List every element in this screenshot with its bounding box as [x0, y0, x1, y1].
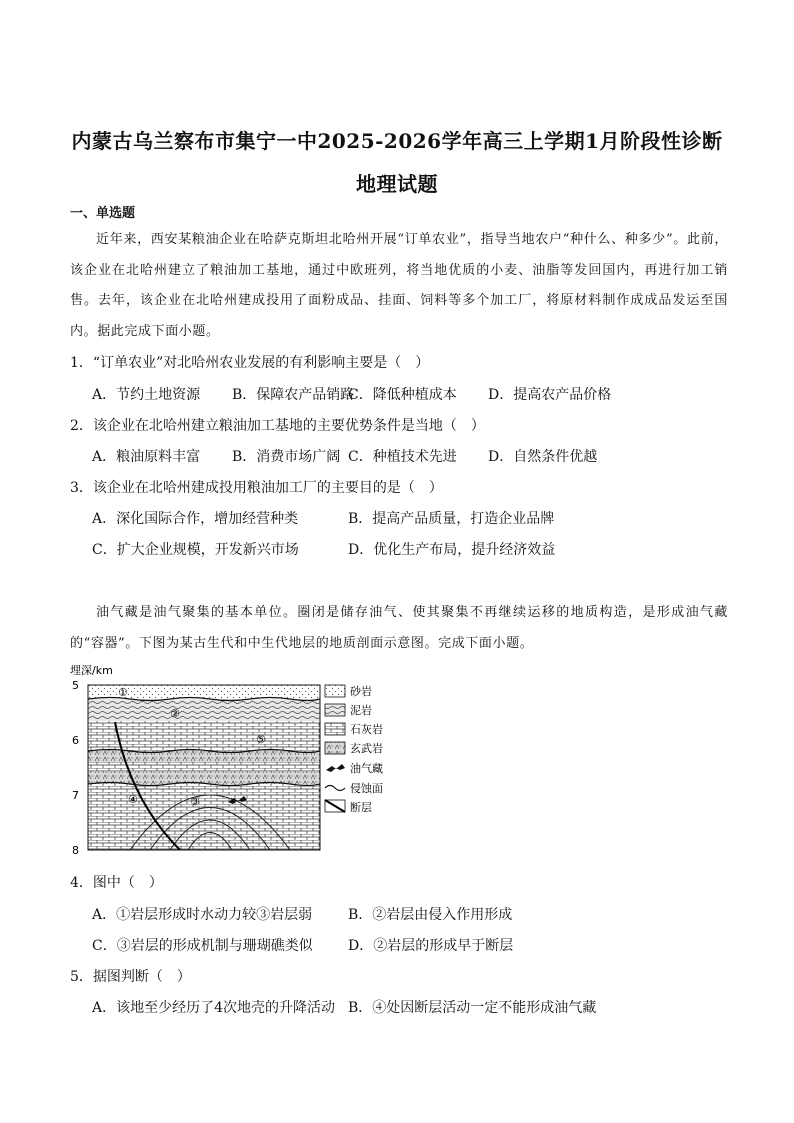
q2-option-b[interactable]: B．消费市场广阔 [232, 449, 341, 465]
question-3-stem: 3．该企业在北哈州建成投用粮油加工厂的主要目的是（ ） [70, 480, 443, 496]
q2-option-a[interactable]: A．粮油原料丰富 [92, 449, 201, 465]
q4-option-b[interactable]: B．②岩层由侵入作用形成 [348, 907, 513, 923]
legend-mudstone: 泥岩 [350, 704, 372, 717]
q3-option-c[interactable]: C．扩大企业规模，开发新兴市场 [92, 542, 299, 558]
passage-2: 油气藏是油气聚集的基本单位。圈闭是储存油气、使其聚集不再继续运移的地质构造，是形成油气藏的“容器”。下图为某古生代和中生代地层的地质剖面示意图。完成下面小题。 [70, 605, 728, 651]
y-tick-5: 5 [72, 679, 79, 692]
layer-label-2: ② [170, 707, 180, 720]
q4-option-a[interactable]: A．①岩层形成时水动力较③岩层弱 [92, 907, 313, 923]
question-5-stem: 5．据图判断（ ） [70, 969, 191, 985]
legend-limestone: 石灰岩 [350, 723, 383, 736]
section-heading: 一、单选题 [70, 206, 136, 221]
y-tick-6: 6 [72, 734, 79, 747]
q1-option-d[interactable]: D．提高农产品价格 [488, 387, 612, 403]
q3-option-d[interactable]: D．优化生产布局，提升经济效益 [348, 542, 556, 558]
q5-option-b[interactable]: B．④处因断层活动一定不能形成油气藏 [348, 1000, 597, 1016]
q3-option-a[interactable]: A．深化国际合作，增加经营种类 [92, 511, 299, 527]
y-tick-7: 7 [72, 789, 79, 802]
exam-subtitle: 地理试题 [356, 172, 438, 196]
legend-sandstone: 砂岩 [350, 685, 372, 698]
question-2-stem: 2．该企业在北哈州建立粮油加工基地的主要优势条件是当地（ ） [70, 418, 485, 434]
passage-1: 近年来，西安某粮油企业在哈萨克斯坦北哈州开展“订单农业”，指导当地农户“种什么、种多少”。此前，该企业在北哈州建立了粮油加工基地，通过中欧班列，将当地优质的小麦、油脂等发回国内，再进行加工销售。去年，该企业在北哈州建成投用了面粉成品、挂面、饲料等多个加工厂，将原材料制作成成品发运至国内。据此完成下面小题。 [70, 232, 728, 339]
legend-basalt: 玄武岩 [350, 742, 383, 755]
q2-option-d[interactable]: D．自然条件优越 [488, 449, 598, 465]
question-1-stem: 1．“订单农业”对北哈州农业发展的有利影响主要是（ ） [70, 355, 430, 371]
geologic-section-figure [70, 660, 400, 860]
q5-option-a[interactable]: A．该地至少经历了4次地壳的升降活动 [92, 1000, 336, 1016]
q2-option-c[interactable]: C．种植技术先进 [348, 449, 457, 465]
layer-label-4: ④ [128, 793, 138, 806]
q3-option-b[interactable]: B．提高产品质量，打造企业品牌 [348, 511, 555, 527]
layer-label-1: ① [118, 686, 128, 699]
q1-option-c[interactable]: C．降低种植成本 [348, 387, 457, 403]
q4-option-c[interactable]: C．③岩层的形成机制与珊瑚礁类似 [92, 938, 313, 954]
y-tick-8: 8 [72, 844, 79, 857]
exam-title: 内蒙古乌兰察布市集宁一中2025-2026学年高三上学期1月阶段性诊断 [71, 129, 723, 153]
q4-option-d[interactable]: D．②岩层的形成早于断层 [348, 938, 514, 954]
layer-label-3: ③ [190, 795, 200, 808]
y-axis-label: 埋深/km [70, 664, 113, 677]
legend-erosion-surface: 侵蚀面 [350, 782, 383, 795]
legend-fault: 断层 [350, 801, 372, 814]
layer-label-5: ⑤ [256, 733, 266, 746]
legend-oil-reservoir: 油气藏 [350, 762, 383, 775]
legend-erosion-icon [325, 786, 345, 791]
legend-oil-icon [326, 764, 345, 772]
q1-option-b[interactable]: B．保障农产品销路 [232, 387, 355, 403]
legend [325, 684, 383, 814]
strata [88, 685, 320, 850]
question-4-stem: 4．图中（ ） [70, 875, 163, 891]
q1-option-a[interactable]: A．节约土地资源 [92, 387, 201, 403]
